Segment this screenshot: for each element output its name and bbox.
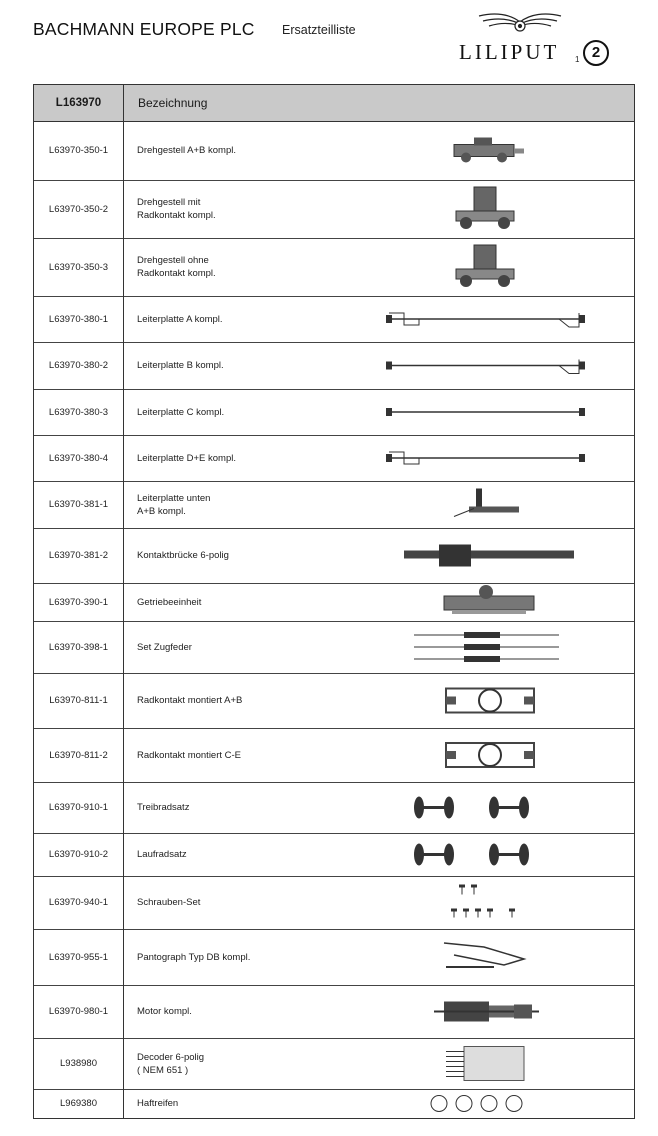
description-line: Decoder 6-polig xyxy=(137,1051,205,1063)
header-article-number: L163970 xyxy=(34,85,124,121)
article-number: L63970-811-2 xyxy=(34,728,124,782)
table-row xyxy=(34,435,634,482)
description-line: Pantograph Typ DB kompl. xyxy=(137,951,251,963)
article-number: L63970-350-3 xyxy=(34,238,124,296)
gear-unit-drawing xyxy=(334,583,614,621)
article-number: L63970-910-1 xyxy=(34,782,124,833)
description-line: A+B kompl. xyxy=(137,505,186,517)
article-number: L63970-940-1 xyxy=(34,876,124,929)
document-type: Ersatzteilliste xyxy=(282,23,356,37)
part-description xyxy=(137,435,307,481)
table-row xyxy=(34,673,634,729)
pantograph-drawing xyxy=(334,929,614,985)
table-row xyxy=(34,528,634,584)
table-row xyxy=(34,389,634,436)
description-line: Drehgestell A+B kompl. xyxy=(137,145,237,156)
table-row xyxy=(34,782,634,834)
description-line: Laufradsatz xyxy=(137,849,187,860)
part-description xyxy=(137,673,307,728)
part-description xyxy=(137,1089,307,1118)
liliput-logo xyxy=(455,8,630,68)
description-line: Leiterplatte unten xyxy=(137,492,211,504)
description-line: Set Zugfeder xyxy=(137,641,192,653)
article-number: L63970-350-2 xyxy=(34,180,124,238)
description-line: Treibradsatz xyxy=(137,802,190,813)
article-number: L63970-380-3 xyxy=(34,389,124,435)
part-description xyxy=(137,929,307,985)
table-row xyxy=(34,121,634,181)
description-line: ( NEM 651 ) xyxy=(137,1064,189,1076)
wheel-contact-drawing xyxy=(334,728,614,782)
table-row xyxy=(34,296,634,343)
article-number: L63970-910-2 xyxy=(34,833,124,876)
article-number: L969380 xyxy=(34,1089,124,1118)
table-row xyxy=(34,481,634,529)
circuit-board-drawing xyxy=(334,435,614,481)
article-number: L63970-811-1 xyxy=(34,673,124,728)
wheel-contact-drawing xyxy=(334,673,614,728)
part-description xyxy=(137,876,307,929)
description-line: Leiterplatte A kompl. xyxy=(137,313,223,325)
part-description xyxy=(137,528,307,583)
traction-tyres-drawing xyxy=(334,1089,614,1118)
part-description xyxy=(137,1038,307,1089)
bogie-drawing xyxy=(334,180,614,238)
winged-wheel-icon xyxy=(475,8,565,40)
bogie-drawing xyxy=(334,121,614,180)
part-description xyxy=(137,389,307,435)
article-number: L938980 xyxy=(34,1038,124,1089)
table-row xyxy=(34,342,634,390)
table-row xyxy=(34,728,634,783)
circuit-board-drawing xyxy=(334,342,614,389)
part-description xyxy=(137,985,307,1038)
part-description xyxy=(137,481,307,528)
description-line: Kontaktbrücke 6-polig xyxy=(137,550,229,561)
description-line: Leiterplatte D+E kompl. xyxy=(137,452,237,464)
description-line: Schrauben-Set xyxy=(137,897,201,908)
wheelset-drawing xyxy=(334,833,614,876)
contact-bridge-drawing xyxy=(334,528,614,583)
description-line: Radkontakt kompl. xyxy=(137,268,216,279)
table-row xyxy=(34,238,634,297)
article-number: L63970-380-4 xyxy=(34,435,124,481)
table-row xyxy=(34,985,634,1039)
article-number: L63970-398-1 xyxy=(34,621,124,673)
article-number: L63970-980-1 xyxy=(34,985,124,1038)
description-line: Drehgestell mit xyxy=(137,197,201,208)
description-line: Radkontakt montiert C-E xyxy=(137,749,242,761)
article-number: L63970-381-2 xyxy=(34,528,124,583)
circuit-board-drawing xyxy=(334,296,614,342)
part-description xyxy=(137,121,307,180)
screws-drawing xyxy=(334,876,614,929)
brand-subscript: 1 xyxy=(575,55,580,64)
table-header xyxy=(34,85,634,122)
bogie-drawing xyxy=(334,238,614,296)
lower-board-drawing xyxy=(334,481,614,528)
article-number: L63970-381-1 xyxy=(34,481,124,528)
decoder-drawing xyxy=(334,1038,614,1089)
part-description xyxy=(137,621,307,673)
part-description xyxy=(137,833,307,876)
article-number: L63970-380-1 xyxy=(34,296,124,342)
part-description xyxy=(137,238,307,296)
page-number: 2 xyxy=(583,40,609,66)
springs-drawing xyxy=(334,621,614,673)
wheelset-drawing xyxy=(334,782,614,833)
table-row xyxy=(34,1089,634,1118)
part-description xyxy=(137,583,307,621)
motor-drawing xyxy=(334,985,614,1038)
part-description xyxy=(137,342,307,389)
part-description xyxy=(137,728,307,782)
description-line: Getriebeeinheit xyxy=(137,596,202,608)
description-line: Drehgestell ohne xyxy=(137,255,209,266)
table-row xyxy=(34,180,634,239)
part-description xyxy=(137,296,307,342)
parts-table xyxy=(33,84,635,1119)
part-description xyxy=(137,180,307,238)
company-name: BACHMANN EUROPE PLC xyxy=(33,19,255,39)
description-line: Radkontakt kompl. xyxy=(137,210,216,221)
header-description: Bezeichnung xyxy=(138,96,208,110)
article-number: L63970-350-1 xyxy=(34,121,124,180)
circuit-board-drawing xyxy=(334,389,614,435)
article-number: L63970-380-2 xyxy=(34,342,124,389)
table-row xyxy=(34,583,634,622)
article-number: L63970-955-1 xyxy=(34,929,124,985)
part-description xyxy=(137,782,307,833)
article-number: L63970-390-1 xyxy=(34,583,124,621)
description-line: Leiterplatte B kompl. xyxy=(137,360,224,371)
description-line: Motor kompl. xyxy=(137,1006,192,1017)
description-line: Leiterplatte C kompl. xyxy=(137,406,225,418)
table-row xyxy=(34,833,634,877)
table-row xyxy=(34,1038,634,1090)
table-row xyxy=(34,929,634,986)
description-line: Radkontakt montiert A+B xyxy=(137,695,243,706)
description-line: Haftreifen xyxy=(137,1098,179,1109)
table-row xyxy=(34,621,634,674)
table-row xyxy=(34,876,634,930)
brand-name: LILIPUT xyxy=(459,40,560,64)
